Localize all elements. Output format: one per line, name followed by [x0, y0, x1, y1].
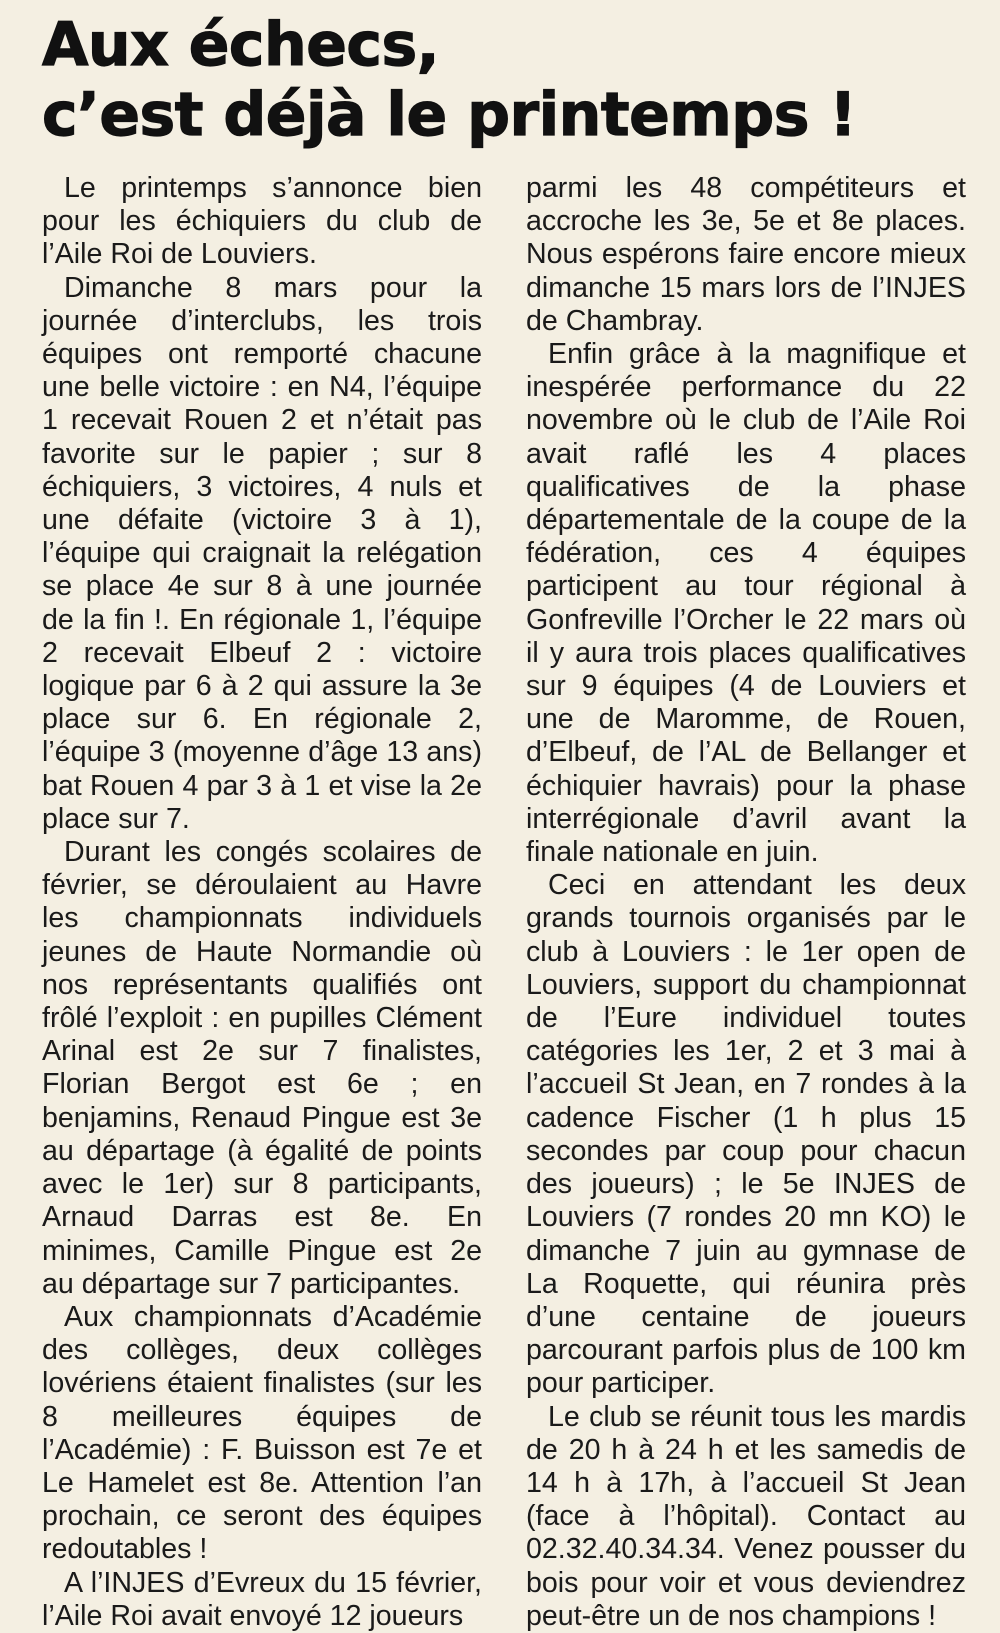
article-paragraph: Le printemps s’annonce bien pour les échiquiers du club de l’Aile Roi de Louviers.: [42, 172, 482, 271]
article-paragraph: parmi les 48 compétiteurs et accroche les 3e, 5e et 8e places. Nous espérons faire encore mieux dimanche 15 mars lors de l’INJES de Chambray.: [526, 172, 966, 337]
headline-line: Aux échecs,: [42, 10, 439, 80]
left-column: [42, 172, 482, 1633]
article-paragraph: Enfin grâce à la magnifique et inespérée performance du 22 novembre où le club de l’Aile Roi avait raflé les 4 places qualificatives de la phase départementale de la coupe de la fédération, ces 4 équipes participent au tour régional à Gonfreville l’Orcher le 22 mars où il y aura trois places qualificatives sur 9 équipes (4 de Louviers et une de Maromme, de Rouen, d’Elbeuf, de l’AL de Bellanger et échiquier havrais) pour la phase interrégionale d’avril avant la finale nationale en juin.: [526, 338, 966, 869]
article-paragraph: Dimanche 8 mars pour la journée d’interclubs, les trois équipes ont remporté chacune une belle victoire : en N4, l’équipe 1 recevait Rouen 2 et n’était pas favorite sur le papier ; sur 8 échiquiers, 3 victoires, 4 nuls et une défaite (victoire 3 à 1), l’équipe qui craignait la relégation se place 4e sur 8 à une journée de la fin !. En régionale 1, l’équipe 2 recevait Elbeuf 2 : victoire logique par 6 à 2 qui assure la 3e place sur 6. En régionale 2, l’équipe 3 (moyenne d’âge 13 ans) bat Rouen 4 par 3 à 1 et vise la 2e place sur 7.: [42, 271, 482, 835]
headline: [42, 10, 966, 150]
right-column: [526, 172, 966, 1633]
headline-line: c’est déjà le printemps !: [42, 80, 857, 150]
article-paragraph: Le club se réunit tous les mardis de 20 h à 24 h et les samedis de 14 h à 17h, à l’accueil St Jean (face à l’hôpital). Contact au 02.32.40.34.34. Venez pousser du bois pour voir et vous deviendrez peut-être un de nos champions !: [526, 1400, 966, 1632]
article-paragraph: Durant les congés scolaires de février, se déroulaient au Havre les championnats individuels jeunes de Haute Normandie où nos représentants qualifiés ont frôlé l’exploit : en pupilles Clément Arinal est 2e sur 7 finalistes, Florian Bergot est 6e ; en benjamins, Renaud Pingue est 3e au départage (à égalité de points avec le 1er) sur 8 participants, Arnaud Darras est 8e. En minimes, Camille Pingue est 2e au départage sur 7 participantes.: [42, 836, 482, 1300]
article-paragraph: Aux championnats d’Académie des collèges, deux collèges lovériens étaient finalistes (sur les 8 meilleures équipes de l’Académie) : F. Buisson est 7e et Le Hamelet est 8e. Attention l’an prochain, ce seront des équipes redoutables !: [42, 1300, 482, 1566]
article-paragraph: A l’INJES d’Evreux du 15 février, l’Aile Roi avait envoyé 12 joueurs: [42, 1566, 482, 1632]
article-columns: [42, 172, 966, 1633]
article-paragraph: Ceci en attendant les deux grands tournois organisés par le club à Louviers : le 1er open de Louviers, support du championnat de l’Eure individuel toutes catégories les 1er, 2 et 3 mai à l’accueil St Jean, en 7 rondes à la cadence Fischer (1 h plus 15 secondes par coup pour chacun des joueurs) ; le 5e INJES de Louviers (7 rondes 20 mn KO) le dimanche 7 juin au gymnase de La Roquette, qui réunira près d’une centaine de joueurs parcourant parfois plus de 100 km pour participer.: [526, 869, 966, 1400]
